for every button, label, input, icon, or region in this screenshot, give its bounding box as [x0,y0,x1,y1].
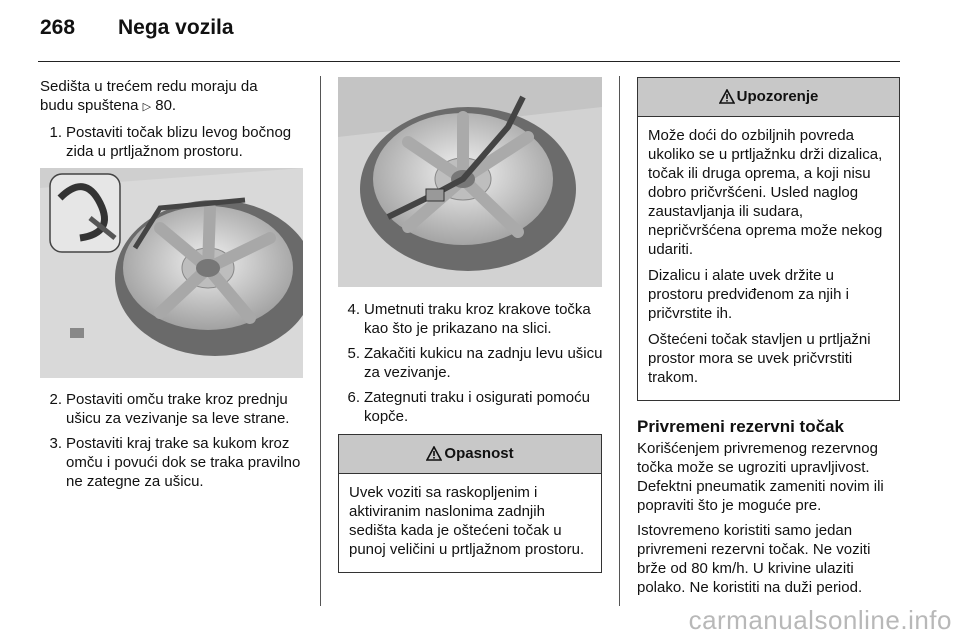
column-3 [637,77,902,603]
step-text: Zategnuti traku i osigurati pomoću kopče. [364,389,590,425]
step-text: Umetnuti traku kroz krakove točka kao što je prikazano na slici. [364,301,591,337]
step-number: 3. [49,435,62,452]
danger-title: Opasnost [444,445,514,462]
warning-text: Može doći do ozbiljnih povreda ukoliko se u prtljažnku drži dizalica, točak ili druga oprema, a koji nisu dobro pričvršćeni. Usled naglog zaustavljanja ili sudara, nepričvršćena oprema može nekog udariti. [648,127,883,258]
step-item [338,344,604,382]
page-header [40,12,920,52]
column-1 [40,77,305,497]
spare-wheel-photo-2 [338,77,602,287]
step-text: Postaviti omču trake kroz prednju ušicu za vezivanje sa leve strane. [66,391,290,427]
column-divider [619,76,620,606]
warning-box-header [638,78,899,117]
body-paragraph: Istovremeno koristiti samo jedan privremeni rezervni točak. Ne voziti brže od 80 km/h. U krivine ulaziti polako. Ne koristiti na duži period. [637,522,871,596]
step-text: Zakačiti kukicu na zadnju levu ušicu za vezivanje. [364,345,603,381]
step-text: Postaviti točak blizu levog bočnog zida u prtljažnom prostoru. [66,124,292,160]
column-2 [338,77,604,573]
triangle-right-icon: ▷ [142,101,152,113]
warning-triangle-icon [719,89,735,104]
step-item [40,390,305,428]
warning-title: Upozorenje [736,88,819,105]
section-heading: Privremeni rezervni točak [637,417,844,436]
warning-box [637,77,900,401]
step-item [40,123,305,161]
step-item [338,300,604,338]
watermark: carmanualsonline.info [688,605,952,635]
danger-box-body [339,474,601,572]
danger-text: Uvek voziti sa raskopljenim i aktiviranim naslonima zadnjih sedišta kada je oštećeni točak u punoj veličini u prtljažnom prostoru. [349,484,585,558]
warning-text: Oštećeni točak stavljen u prtljažni prostor mora se uvek pričvrstiti trakom. [648,331,871,386]
column-divider [320,76,321,606]
step-number: 2. [49,391,62,408]
page-number: 268 [40,16,76,39]
section-body [637,439,902,597]
step-item [40,434,305,491]
step-number: 1. [49,124,62,141]
step-number: 6. [347,389,360,406]
step-item [338,388,604,426]
warning-text: Dizalicu i alate uvek držite u prostoru predviđenom za njih i pričvrstite ih. [648,267,849,322]
spare-wheel-photo-1 [40,168,303,378]
danger-box [338,434,602,573]
step-text: Postaviti kraj trake sa kukom kroz omču i povući dok se traka pravilno ne zategne za ušicu. [66,435,301,490]
intro-text: Sedišta u trećem redu moraju da budu spuštena ▷ 80. [40,78,258,114]
warning-triangle-icon [426,446,442,461]
step-number: 5. [347,345,360,362]
cross-reference-link[interactable]: 80. [155,97,177,114]
page-title: Nega vozila [118,16,234,39]
steps-list-c [338,300,604,426]
step-number: 4. [347,301,360,318]
warning-box-body [638,117,899,400]
body-paragraph: Korišćenjem privremenog rezervnog točka može se ugroziti upravljivost. Defektni pneumatik zameniti novim ili popraviti što je moguće pre. [637,440,884,514]
steps-list-a [40,123,305,161]
danger-box-header [339,435,601,474]
header-rule [38,61,900,62]
steps-list-b [40,390,305,491]
